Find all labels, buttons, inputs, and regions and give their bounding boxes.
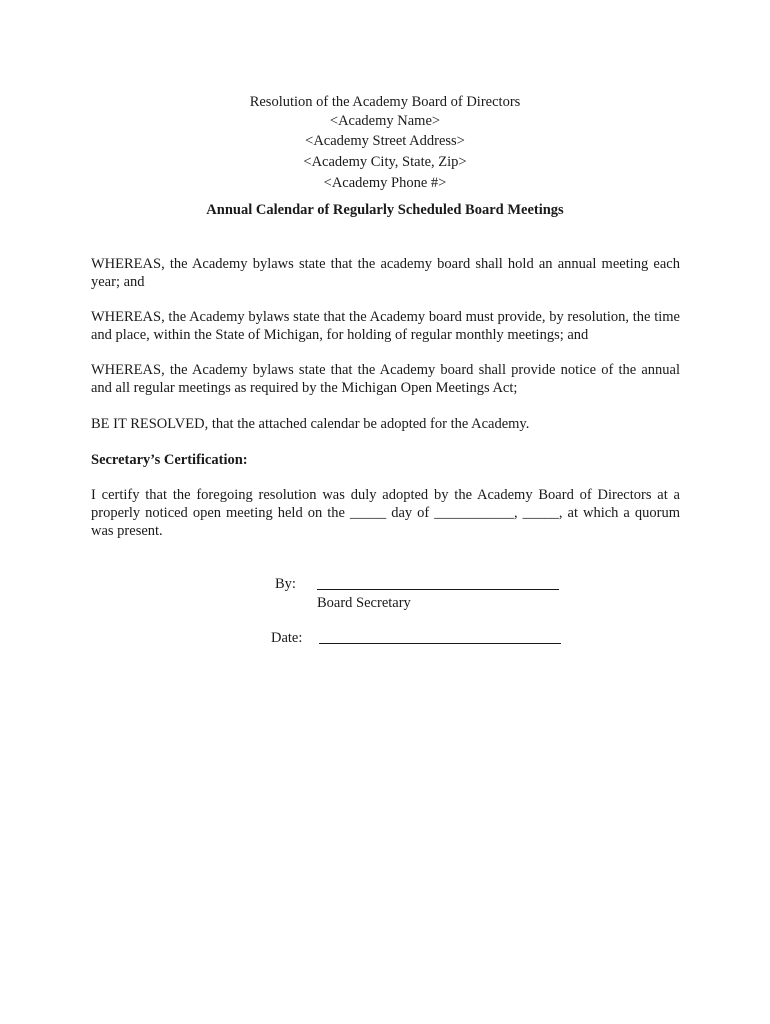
certification-text: I certify that the foregoing resolution was duly adopted by the Academy Board of Directors at a properly noticed open meeting held on the _____ day of ___________, _____, at which a quorum was present. [91,487,680,539]
header-city-state-zip: <Academy City, State, Zip> [303,154,467,170]
board-secretary-label: Board Secretary [317,595,411,611]
header-phone: <Academy Phone #> [323,175,447,191]
header-street-address: <Academy Street Address> [305,133,465,149]
header-resolution-line: Resolution of the Academy Board of Directors [249,94,521,110]
certification-heading: Secretary’s Certification: [91,452,248,468]
header-academy-name: <Academy Name> [329,113,441,129]
document-title: Annual Calendar of Regularly Scheduled Board Meetings [206,202,564,218]
whereas-paragraph-3: WHEREAS, the Academy bylaws state that the Academy board shall provide notice of the annual and all regular meetings as required by the Michigan Open Meetings Act; [91,362,680,396]
by-label: By: [275,576,296,592]
by-signature-line[interactable] [317,589,559,590]
whereas-paragraph-2: WHEREAS, the Academy bylaws state that the Academy board must provide, by resolution, the time and place, within the State of Michigan, for holding of regular monthly meetings; and [91,309,680,343]
whereas-paragraph-1: WHEREAS, the Academy bylaws state that the academy board shall hold an annual meeting each year; and [91,256,680,290]
date-label: Date: [271,630,303,646]
resolved-paragraph: BE IT RESOLVED, that the attached calendar be adopted for the Academy. [91,416,530,432]
date-signature-line[interactable] [319,643,561,644]
